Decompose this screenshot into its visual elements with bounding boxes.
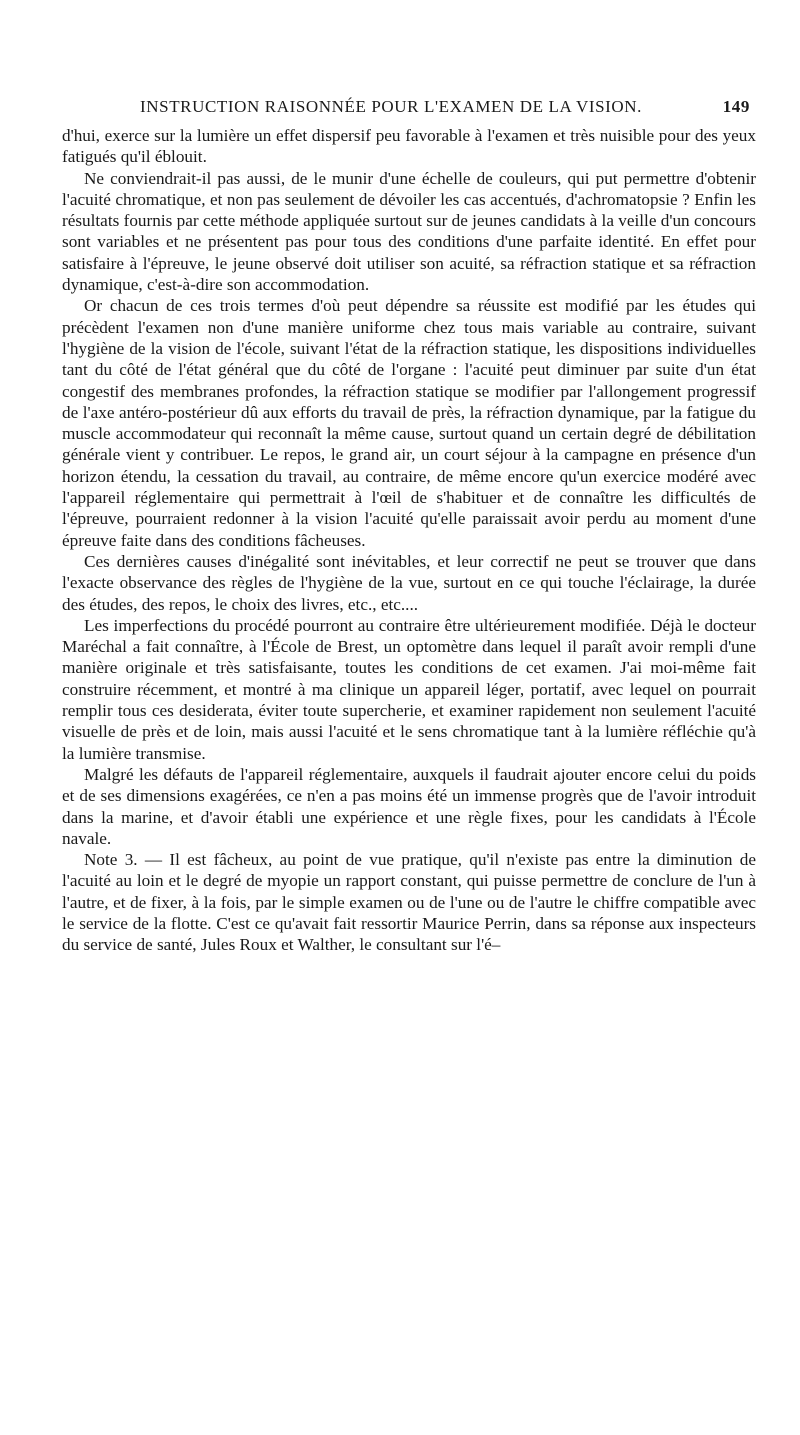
- paragraph-inequality-causes: Ces dernières causes d'inégalité sont inévitables, et leur correctif ne peut se trouver que dans l'exacte observance des règles de l'hygiène de la vue, surtout en ce qui touche l'éclairage, la durée des études, des repos, le choix des livres, etc., etc....: [62, 551, 756, 614]
- body-text: [62, 125, 756, 956]
- paragraph-color-scale: Ne conviendrait-il pas aussi, de le munir d'une échelle de couleurs, qui put permettre d'obtenir l'acuité chromatique, et non pas seulement de dévoiler les cas accentués, d'achromatopsie ? Enfin les résultats fournis par cette méthode appliquée surtout sur de jeunes candidats à la veille d'un concours sont variables et ne présentent pas pour tous des conditions d'une parfaite identité. En effet pour satisfaire à l'épreuve, le jeune observé doit utiliser son acuité, sa réfraction statique et sa réfraction dynamique, c'est-à-dire son accommodation.: [62, 168, 756, 295]
- running-title: INSTRUCTION RAISONNÉE POUR L'EXAMEN DE LA VISION.: [140, 97, 643, 116]
- paragraph-continuation: d'hui, exerce sur la lumière un effet dispersif peu favorable à l'examen et très nuisible pour des yeux fatigués qu'il éblouit.: [62, 126, 756, 167]
- paragraph-three-terms: Or chacun de ces trois termes d'où peut dépendre sa réussite est modifié par les études qui précèdent l'examen non d'une manière uniforme chez tous mais variable au contraire, suivant l'hygiène de la vision de l'école, suivant l'état de la réfraction statique, les dispositions individuelles tant du côté de l'état général que du côté de l'organe : l'acuité peut diminuer par suite d'un état congestif des membranes profondes, la réfraction statique se modifier par l'allongement progressif de l'axe antéro-postérieur dû aux efforts du travail de près, la réfraction dynamique, par la fatigue du muscle accommodateur qui reconnaît la même cause, surtout quand un certain degré de débilitation générale vient y contribuer. Le repos, le grand air, un court séjour à la campagne en présence d'un horizon étendu, la cessation du travail, au contraire, de même encore qu'un exercice modéré avec l'appareil réglementaire qui permettrait à l'œil de s'habituer et de connaître les difficultés de l'épreuve, pourraient redonner à la vision l'acuité qu'elle paraissait avoir perdu au moment d'une épreuve faite dans des conditions fâcheuses.: [62, 296, 756, 550]
- document-page: [62, 97, 756, 956]
- paragraph-regulatory-apparatus: Malgré les défauts de l'appareil réglementaire, auxquels il faudrait ajouter encore celui du poids et de ses dimensions exagérées, ce n'en a pas moins été un immense progrès que de l'avoir introduit dans la marine, et d'avoir établi une expérience et une règle fixes, pour les candidats à l'École navale.: [62, 764, 756, 848]
- paragraph-imperfections: Les imperfections du procédé pourront au contraire être ultérieurement modifiée. Déjà le docteur Maréchal a fait connaître, à l'École de Brest, un optomètre dans lequel il paraît avoir rempli d'une manière originale et très satisfaisante, toutes les conditions de cet examen. J'ai moi-même fait construire récemment, et montré à ma clinique un appareil léger, portatif, avec lequel on pourrait remplir tous ces desiderata, éviter toute supercherie, et examiner rapidement non seulement l'acuité visuelle de près et de loin, mais aussi l'acuité et le sens chromatique tant à la lumière réfléchie qu'à la lumière transmise.: [62, 615, 756, 763]
- paragraph-note-3: Note 3. — Il est fâcheux, au point de vue pratique, qu'il n'existe pas entre la diminution de l'acuité au loin et le degré de myopie un rapport constant, qui puisse permettre de conclure de l'un à l'autre, et de fixer, à la fois, par le simple examen ou de l'une ou de l'autre le chiffre compatible avec le service de la flotte. C'est ce qu'avait fait ressortir Maurice Perrin, dans sa réponse aux inspecteurs du service de santé, Jules Roux et Walther, le consultant sur l'é–: [62, 850, 756, 955]
- page-number: 149: [722, 97, 750, 116]
- running-head: [62, 97, 756, 125]
